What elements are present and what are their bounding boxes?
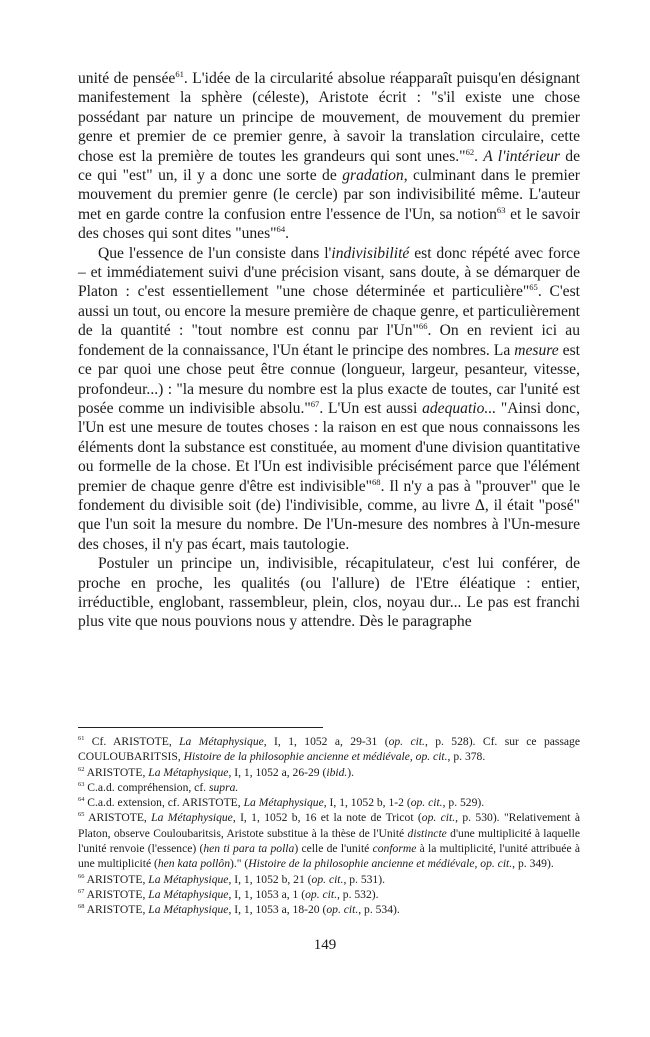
- italic-text: La Métaphysique: [148, 872, 229, 886]
- text-run: ARISTOTE,: [84, 903, 149, 917]
- footnote-ref: 68: [78, 903, 85, 911]
- italic-text: op. cit.: [305, 887, 337, 901]
- footnote: [78, 887, 580, 902]
- text-run: Postuler un principe un, indivisible, récapitulateur, c'est lui conférer, de proche en proche, les qualités (ou l'allure) de l'Etre éléatique : entier, irréductible, englobant, rassembleur, plein, clos, noyau dur... Le pas est franchi plus vite que nous pouvions nous y attendre. Dès le paragraphe: [78, 555, 580, 631]
- footnote: [78, 765, 580, 780]
- text-run: ARISTOTE,: [84, 765, 149, 779]
- footnote: [78, 810, 580, 871]
- text-run: , I, 1, 1052 b, 21 (: [228, 872, 312, 886]
- text-run: . L'Un est aussi: [319, 399, 423, 417]
- italic-text: op. cit.: [388, 735, 425, 748]
- text-run: ) celle de l'unité: [294, 842, 373, 856]
- italic-text: supra.: [208, 780, 239, 794]
- text-run: Cf. ARISTOTE,: [84, 735, 180, 748]
- italic-text: conforme: [372, 842, 417, 856]
- italic-text: Histoire de la philosophie ancienne et médiévale, op. cit.: [248, 857, 513, 871]
- italic-text: La Métaphysique: [179, 735, 264, 748]
- text-run: . Il n'y a pas à "prouver" que le fondement du divisible soit (de) l'indivisible, comme, au livre Δ, il était "posé" que l'un soit la mesure du nombre. De l'Un-mesure des nombres à l'Un-mesure des choses, il n'y pas écart, mais tautologie.: [78, 477, 580, 553]
- text-run: .: [474, 147, 484, 165]
- footnote: [78, 780, 580, 795]
- italic-text: La Métaphysique: [148, 887, 229, 901]
- text-run: C.a.d. compréhension, cf.: [84, 780, 209, 794]
- text-run: . L'idée de la circularité absolue réapparaît puisqu'en désignant manifestement la sphère (céleste), Aristote écrit : "s'il existe une chose possédant par nature un principe de mouvement, de mouvement du premier genre et premier de ce premier genre, à savoir la translation circulaire, cette chose est la première de toutes les grandeurs qui sont unes.": [78, 70, 581, 165]
- footnote-ref: 67: [310, 398, 320, 409]
- text-run: ARISTOTE,: [84, 811, 152, 825]
- italic-text: La Métaphysique: [151, 811, 233, 825]
- footnote-ref: 62: [465, 146, 475, 157]
- text-run: est donc répété avec force – et immédiatement suivi d'une précision visant, sans doute, à se démarquer de Platon : c'est essentiellement "une chose déterminée et particulière": [78, 244, 580, 301]
- footnote-ref: 64: [276, 224, 286, 235]
- italic-text: La Métaphysique: [148, 903, 229, 917]
- text-run: , culminant dans le premier mouvement du premier genre (le cercle) par son indivisibilité même. L'auteur met en garde contre la confusion entre l'essence de l'Un, sa notion: [78, 167, 580, 223]
- text-run: "Ainsi donc, l'Un est une mesure de toutes choses : la raison en est que nous connaissons les éléments dont la substance est constituée, au moment d'une division quantitative ou formelle de la chose. Et l'Un est indivisible précisément parce que l'élément premier de chaque genre d'être est indivisible": [78, 399, 580, 495]
- footnote-ref: 66: [78, 872, 85, 880]
- italic-text: hen kata pollôn: [157, 857, 230, 871]
- footnotes: [78, 734, 580, 918]
- italic-text: op. cit.: [421, 811, 456, 825]
- text-run: et le savoir des choses qui sont dites "unes": [78, 205, 580, 243]
- italic-text: gradation: [342, 167, 404, 185]
- main-text: [78, 69, 580, 632]
- text-run: , I, 1, 1053 a, 1 (: [228, 887, 306, 901]
- footnote-ref: 64: [78, 796, 85, 804]
- text-run: unité de pensée: [78, 70, 176, 87]
- footnote-separator: [78, 727, 323, 728]
- footnote-ref: 61: [78, 735, 85, 743]
- paragraph: [78, 244, 580, 555]
- text-run: à la multiplicité, l'unité attribuée à une multiplicité (: [78, 842, 581, 871]
- page-number: 149: [313, 937, 337, 953]
- footnote: [78, 902, 580, 917]
- italic-text: La Métaphysique: [148, 765, 229, 779]
- italic-text: op. cit.: [311, 872, 344, 886]
- text-run: est ce par quoi une chose peut être connue (longueur, largeur, pesanteur, vitesse, profondeur...) : "la mesure du nombre est la plus exacte de toutes, car l'unité est posée comme un indivisible absolu.": [78, 341, 580, 417]
- footnote-ref: 66: [418, 321, 428, 332]
- text-run: , p. 378.: [447, 750, 486, 764]
- text-run: , p. 528). Cf. sur ce passage COULOUBARITSIS,: [78, 735, 580, 764]
- text-run: ARISTOTE,: [84, 872, 149, 886]
- text-run: , p. 529).: [442, 796, 485, 810]
- text-run: , I, 1, 1052 a, 26-29 (: [228, 765, 327, 779]
- footnote-ref: 67: [78, 888, 85, 896]
- footnote-ref: 65: [78, 811, 85, 819]
- text-run: , p. 534).: [358, 903, 400, 917]
- italic-text: La Métaphysique: [243, 796, 324, 810]
- footnote-ref: 65: [529, 282, 538, 293]
- text-run: )." (: [230, 857, 249, 871]
- text-run: , p. 531).: [343, 872, 385, 886]
- text-run: , I, 1, 1053 a, 18-20 (: [228, 903, 327, 917]
- italic-text: op. cit.: [326, 903, 359, 917]
- footnote: [78, 734, 580, 765]
- footnote-ref: 62: [78, 765, 85, 773]
- italic-text: hen ti para ta polla: [203, 842, 295, 856]
- text-run: . C'est aussi un tout, ou encore la mesure première de chaque genre, et particulièrement de la quantité : "tout nombre est connu par l'Un": [78, 283, 580, 340]
- italic-text: op. cit.: [410, 796, 443, 810]
- text-run: . On en revient ici au fondement de la connaissance, l'Un étant le principe des nombres. La: [78, 322, 581, 359]
- text-run: , I, 1, 1052 a, 29-31 (: [263, 735, 389, 748]
- italic-text: distincte: [407, 826, 447, 840]
- text-run: ARISTOTE,: [84, 887, 149, 901]
- italic-text: adequatio...: [422, 399, 497, 417]
- text-run: , I, 1, 1052 b, 16 et la note de Tricot (: [232, 811, 422, 825]
- italic-text: indivisibilité: [331, 244, 410, 262]
- text-run: , p. 532).: [336, 887, 379, 901]
- footnote: [78, 872, 580, 887]
- paragraph: [78, 554, 580, 632]
- paragraph: [78, 69, 580, 244]
- footnote-ref: 68: [371, 476, 381, 487]
- footnote-ref: 63: [496, 204, 506, 215]
- italic-text: ibid.: [326, 765, 348, 779]
- text-run: .: [285, 225, 290, 243]
- italic-text: mesure: [514, 341, 559, 359]
- italic-text: Histoire de la philosophie ancienne et médiévale, op. cit.: [183, 750, 448, 764]
- text-run: Que l'essence de l'un consiste dans l': [98, 244, 332, 262]
- text-run: , I, 1, 1052 b, 1-2 (: [323, 796, 411, 810]
- footnote: [78, 795, 580, 810]
- footnote-ref: 63: [78, 781, 85, 789]
- text-run: , p. 530). "Relativement à Platon, observe Couloubaritsis, Aristote substitue à la thèse de l'Unité: [78, 811, 580, 840]
- text-run: de ce qui "est" un, il y a donc une sorte de: [78, 147, 581, 185]
- text-run: , p. 349).: [512, 857, 554, 871]
- footnote-ref: 61: [175, 68, 184, 79]
- text-run: d'une multiplicité à laquelle l'unité renvoie (l'essence) (: [78, 826, 580, 856]
- text-run: C.a.d. extension, cf. ARISTOTE,: [84, 796, 244, 810]
- text-run: ).: [347, 765, 355, 779]
- italic-text: A l'intérieur: [483, 147, 561, 165]
